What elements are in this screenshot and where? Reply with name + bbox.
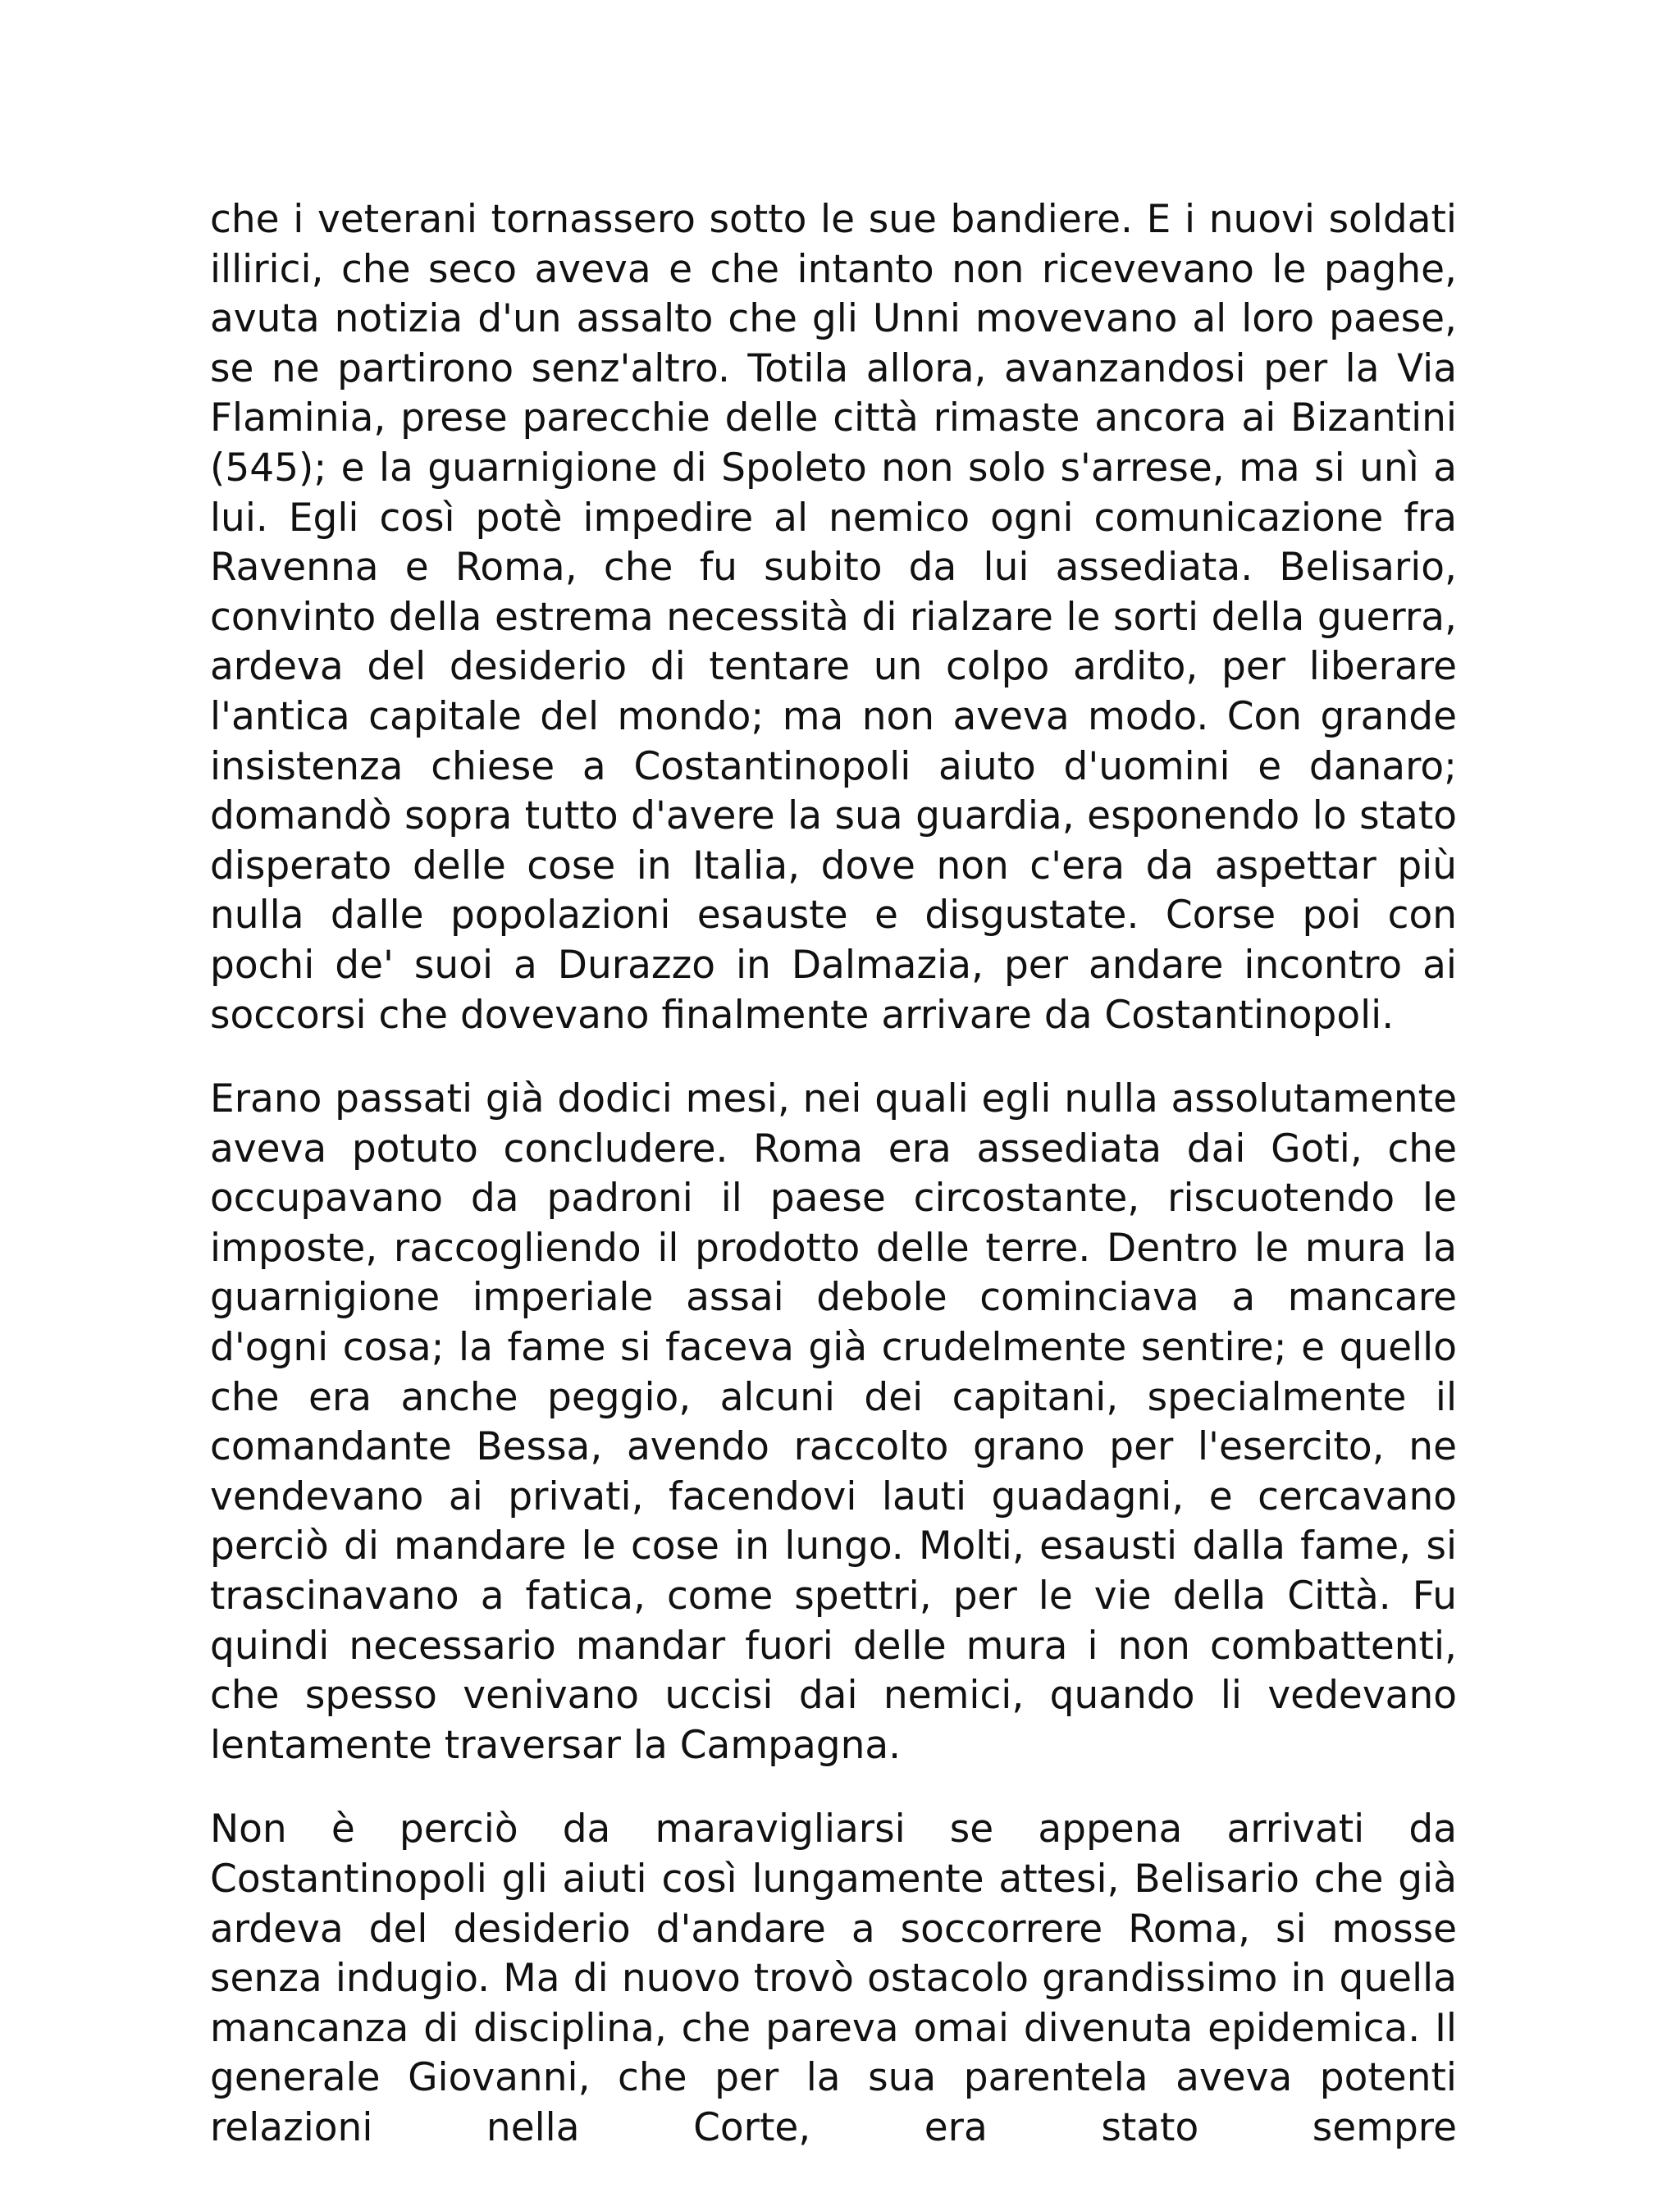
paragraph-3: Non è perciò da maravigliarsi se appena arrivati da Costantinopoli gli aiuti così lungamente attesi, Belisario che già ardeva del desiderio d'andare a soccorrere Roma, si mosse senza indugio. Ma di nuovo trovò ostacolo grandissimo in quella mancanza di disciplina, che pareva omai divenuta epidemica. Il generale Giovanni, che per la sua parentela aveva potenti relazioni nella Corte, era stato sempre [210, 1807, 1457, 2150]
paragraph-2: Erano passati già dodici mesi, nei quali egli nulla assolutamente aveva potuto concludere. Roma era assediata dai Goti, che occupavano da padroni il paese circostante, riscuotendo le imposte, raccogliendo il prodotto delle terre. Dentro le mura la guarnigione imperiale assai debole cominciava a mancare d'ogni cosa; la fame si faceva già crudelmente sentire; e quello che era anche peggio, alcuni dei capitani, specialmente il comandante Bessa, avendo raccolto grano per l'esercito, ne vendevano ai privati, facendovi lauti guadagni, e cercavano perciò di mandare le cose in lungo. Molti, esausti dalla fame, si trascinavano a fatica, come spettri, per le vie della Città. Fu quindi necessario mandar fuori delle mura i non combattenti, che spesso venivano uccisi dai nemici, quando li vedevano lentamente traversar la Campagna. [210, 1076, 1457, 1768]
paragraph-1: che i veterani tornassero sotto le sue bandiere. E i nuovi soldati illirici, che seco aveva e che intanto non ricevevano le paghe, avuta notizia d'un assalto che gli Unni movevano al loro paese, se ne partirono senz'altro. Totila allora, avanzandosi per la Via Flaminia, prese parecchie delle città rimaste ancora ai Bizantini (545); e la guarnigione di Spoleto non solo s'arrese, ma si unì a lui. Egli così potè impedire al nemico ogni comunicazione fra Ravenna e Roma, che fu subito da lui assediata. Belisario, convinto della estrema necessità di rialzare le sorti della guerra, ardeva del desiderio di tentare un colpo ardito, per liberare l'antica capitale del mondo; ma non aveva modo. Con grande insistenza chiese a Costantinopoli aiuto d'uomini e danaro; domandò sopra tutto d'avere la sua guardia, esponendo lo stato disperato delle cose in Italia, dove non c'era da aspettar più nulla dalle popolazioni esauste e disgustate. Corse poi con pochi de' suoi a Durazzo in Dalmazia, per andare incontro ai soccorsi che dovevano finalmente arrivare da Costantinopoli. [210, 197, 1457, 1038]
document-page [210, 195, 1457, 2188]
